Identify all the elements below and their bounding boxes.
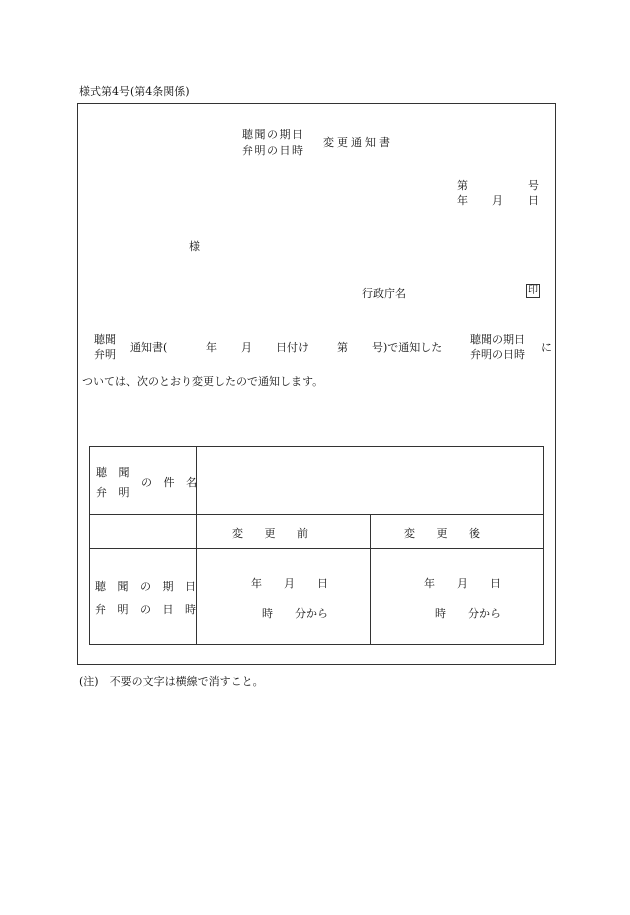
body-line2: ついては、次のとおり変更したので通知します。	[82, 375, 324, 388]
title-line2: 弁明の日時	[242, 144, 305, 157]
case-suffix: の 件 名	[141, 476, 201, 489]
addressee-suffix: 様	[189, 240, 200, 253]
date-day: 日	[528, 194, 539, 207]
date-month: 月	[492, 194, 503, 207]
body-year: 年	[206, 341, 217, 354]
body-kind-bottom: 弁明	[94, 348, 116, 361]
body-dated: 日付け	[276, 341, 309, 354]
title-line1: 聴聞の期日	[242, 128, 305, 141]
number-dai: 第	[457, 179, 468, 192]
body-dai: 第	[337, 341, 348, 354]
body-notice: 通知書(	[130, 341, 168, 354]
period-label-top: 聴 聞 の 期 日	[95, 580, 200, 593]
after-header: 変 更 後	[404, 527, 489, 540]
case-kind-bottom: 弁 明	[96, 486, 134, 499]
body-month: 月	[241, 341, 252, 354]
table-divider	[370, 514, 371, 645]
number-go: 号	[528, 179, 539, 192]
seal-mark: 印	[528, 285, 538, 296]
before-time: 時 分から	[262, 607, 328, 620]
after-time: 時 分から	[435, 607, 501, 620]
before-header: 変 更 前	[232, 527, 317, 540]
form-label: 様式第4号(第4条関係)	[79, 85, 190, 98]
case-kind-top: 聴 聞	[96, 466, 134, 479]
table-divider	[89, 514, 544, 515]
after-date: 年 月 日	[424, 577, 501, 590]
before-date: 年 月 日	[251, 577, 328, 590]
title-suffix: 変更通知書	[323, 136, 393, 149]
body-kind-top: 聴聞	[94, 333, 116, 346]
body-ni: に	[541, 341, 552, 354]
table-divider	[89, 548, 544, 549]
body-period-bottom: 弁明の日時	[470, 348, 525, 361]
body-period-top: 聴聞の期日	[470, 333, 525, 346]
body-go-notified: 号)で通知した	[372, 341, 443, 354]
date-year: 年	[457, 194, 468, 207]
footnote: (注) 不要の文字は横線で消すこと。	[79, 675, 264, 688]
agency-label: 行政庁名	[362, 287, 406, 300]
period-label-bottom: 弁 明 の 日 時	[95, 603, 200, 616]
